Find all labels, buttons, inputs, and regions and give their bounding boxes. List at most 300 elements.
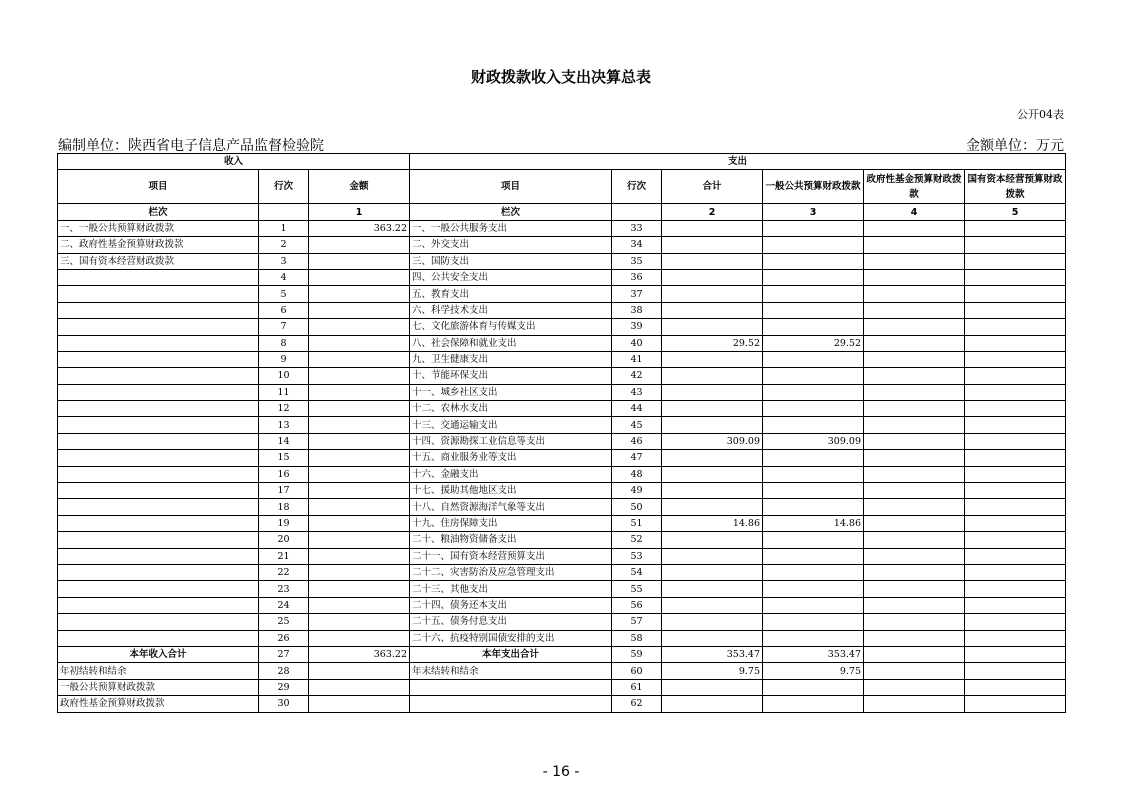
table-row	[58, 696, 1066, 712]
budget-summary-table	[57, 153, 1066, 713]
income-item-cell	[58, 532, 259, 548]
income-item-cell: 本年收入合计	[58, 646, 259, 662]
gov-fund-cell	[864, 335, 965, 351]
table-row	[58, 483, 1066, 499]
expense-item-cell: 四、公共安全支出	[410, 269, 612, 285]
income-amount-cell	[309, 417, 410, 433]
table-row	[58, 581, 1066, 597]
state-capital-cell	[965, 679, 1066, 695]
expense-total-cell	[662, 368, 763, 384]
expense-row-no-cell: 52	[612, 532, 662, 548]
income-group-header: 收入	[58, 154, 410, 170]
state-capital-cell	[965, 351, 1066, 367]
expense-item-cell: 二十四、债务还本支出	[410, 597, 612, 613]
income-item-cell	[58, 384, 259, 400]
table-row	[58, 548, 1066, 564]
general-budget-cell	[763, 679, 864, 695]
state-capital-cell	[965, 253, 1066, 269]
gov-fund-cell	[864, 597, 965, 613]
income-amount-cell	[309, 515, 410, 531]
table-row	[58, 614, 1066, 630]
gov-fund-cell	[864, 384, 965, 400]
gov-fund-cell	[864, 351, 965, 367]
income-row-no-cell: 4	[259, 269, 309, 285]
gov-fund-cell	[864, 220, 965, 236]
expense-group-header: 支出	[410, 154, 1066, 170]
expense-total-cell: 9.75	[662, 663, 763, 679]
general-budget-cell	[763, 696, 864, 712]
table-row	[58, 286, 1066, 302]
income-item-cell: 二、政府性基金预算财政拨款	[58, 237, 259, 253]
income-item-cell: 一、一般公共预算财政拨款	[58, 220, 259, 236]
expense-item-cell: 十五、商业服务业等支出	[410, 450, 612, 466]
income-amount-cell: 363.22	[309, 646, 410, 662]
income-row-no-cell: 17	[259, 483, 309, 499]
general-budget-cell	[763, 614, 864, 630]
expense-total-cell	[662, 630, 763, 646]
income-item-cell	[58, 286, 259, 302]
income-item-cell	[58, 417, 259, 433]
table-row	[58, 269, 1066, 285]
gov-fund-cell	[864, 679, 965, 695]
general-budget-cell: 309.09	[763, 433, 864, 449]
gov-fund-cell	[864, 696, 965, 712]
income-item-cell	[58, 564, 259, 580]
gov-fund-cell	[864, 564, 965, 580]
state-capital-cell	[965, 597, 1066, 613]
gov-fund-header: 政府性基金预算财政拨款	[864, 170, 965, 204]
expense-item-cell: 十九、住房保障支出	[410, 515, 612, 531]
gov-fund-cell	[864, 499, 965, 515]
income-row-no-cell: 8	[259, 335, 309, 351]
empty-cell	[612, 204, 662, 220]
general-budget-cell	[763, 417, 864, 433]
income-row-no-cell: 23	[259, 581, 309, 597]
table-row	[58, 679, 1066, 695]
table-row	[58, 515, 1066, 531]
income-row-no-cell: 9	[259, 351, 309, 367]
expense-total-cell	[662, 581, 763, 597]
expense-total-cell	[662, 319, 763, 335]
income-row-no-header: 行次	[259, 170, 309, 204]
table-row	[58, 417, 1066, 433]
table-row	[58, 630, 1066, 646]
column-label-expense: 栏次	[410, 204, 612, 220]
expense-row-no-cell: 39	[612, 319, 662, 335]
income-amount-cell	[309, 548, 410, 564]
gov-fund-cell	[864, 548, 965, 564]
gov-fund-cell	[864, 319, 965, 335]
income-amount-cell: 363.22	[309, 220, 410, 236]
table-row	[58, 532, 1066, 548]
income-amount-cell	[309, 499, 410, 515]
reporting-unit: 编制单位：陕西省电子信息产品监督检验院	[58, 138, 324, 154]
expense-row-no-cell: 45	[612, 417, 662, 433]
general-budget-cell	[763, 220, 864, 236]
gov-fund-cell	[864, 515, 965, 531]
expense-row-no-cell: 46	[612, 433, 662, 449]
income-row-no-cell: 5	[259, 286, 309, 302]
income-amount-cell	[309, 401, 410, 417]
income-row-no-cell: 26	[259, 630, 309, 646]
income-row-no-cell: 25	[259, 614, 309, 630]
expense-row-no-cell: 59	[612, 646, 662, 662]
income-item-cell	[58, 614, 259, 630]
state-capital-cell	[965, 384, 1066, 400]
income-row-no-cell: 1	[259, 220, 309, 236]
gov-fund-cell	[864, 646, 965, 662]
expense-item-cell: 年末结转和结余	[410, 663, 612, 679]
income-amount-cell	[309, 630, 410, 646]
general-budget-cell	[763, 548, 864, 564]
expense-item-cell	[410, 679, 612, 695]
income-item-cell	[58, 269, 259, 285]
table-row	[58, 335, 1066, 351]
expense-row-no-cell: 37	[612, 286, 662, 302]
state-capital-cell	[965, 696, 1066, 712]
expense-item-cell: 十二、农林水支出	[410, 401, 612, 417]
expense-row-no-cell: 62	[612, 696, 662, 712]
state-capital-header: 国有资本经营预算财政拨款	[965, 170, 1066, 204]
expense-item-cell: 十四、资源勘探工业信息等支出	[410, 433, 612, 449]
expense-item-cell: 本年支出合计	[410, 646, 612, 662]
income-row-no-cell: 18	[259, 499, 309, 515]
gov-fund-cell	[864, 614, 965, 630]
income-amount-cell	[309, 597, 410, 613]
expense-row-no-cell: 38	[612, 302, 662, 318]
income-amount-cell	[309, 663, 410, 679]
expense-total-cell: 309.09	[662, 433, 763, 449]
state-capital-cell	[965, 663, 1066, 679]
income-row-no-cell: 15	[259, 450, 309, 466]
income-item-cell	[58, 433, 259, 449]
table-row	[58, 351, 1066, 367]
expense-item-cell: 五、教育支出	[410, 286, 612, 302]
general-budget-cell	[763, 269, 864, 285]
income-row-no-cell: 13	[259, 417, 309, 433]
expense-row-no-cell: 61	[612, 679, 662, 695]
income-item-cell	[58, 483, 259, 499]
income-row-no-cell: 3	[259, 253, 309, 269]
income-amount-cell	[309, 564, 410, 580]
income-amount-cell	[309, 679, 410, 695]
expense-row-no-cell: 57	[612, 614, 662, 630]
state-capital-cell	[965, 466, 1066, 482]
state-capital-cell	[965, 302, 1066, 318]
expense-total-cell: 29.52	[662, 335, 763, 351]
general-budget-cell	[763, 237, 864, 253]
general-budget-cell: 29.52	[763, 335, 864, 351]
gov-fund-cell	[864, 483, 965, 499]
income-row-no-cell: 6	[259, 302, 309, 318]
income-amount-cell	[309, 450, 410, 466]
gov-fund-cell	[864, 663, 965, 679]
expense-total-cell	[662, 483, 763, 499]
income-amount-cell	[309, 532, 410, 548]
general-budget-cell	[763, 483, 864, 499]
expense-total-cell: 353.47	[662, 646, 763, 662]
expense-total-cell	[662, 597, 763, 613]
income-amount-cell	[309, 319, 410, 335]
expense-row-no-cell: 36	[612, 269, 662, 285]
state-capital-cell	[965, 450, 1066, 466]
state-capital-cell	[965, 220, 1066, 236]
expense-item-cell: 二十二、灾害防治及应急管理支出	[410, 564, 612, 580]
expense-item-cell: 十八、自然资源海洋气象等支出	[410, 499, 612, 515]
table-row	[58, 433, 1066, 449]
gov-fund-cell	[864, 237, 965, 253]
expense-item-cell: 一、一般公共服务支出	[410, 220, 612, 236]
general-budget-cell	[763, 401, 864, 417]
expense-row-no-cell: 34	[612, 237, 662, 253]
gov-fund-cell	[864, 450, 965, 466]
expense-item-header: 项目	[410, 170, 612, 204]
expense-total-cell	[662, 302, 763, 318]
expense-total-cell	[662, 351, 763, 367]
income-row-no-cell: 19	[259, 515, 309, 531]
income-row-no-cell: 30	[259, 696, 309, 712]
expense-row-no-cell: 43	[612, 384, 662, 400]
income-item-cell	[58, 368, 259, 384]
state-capital-cell	[965, 515, 1066, 531]
expense-row-no-cell: 54	[612, 564, 662, 580]
expense-total-cell: 14.86	[662, 515, 763, 531]
header-row-groups	[58, 154, 1066, 170]
expense-item-cell	[410, 696, 612, 712]
expense-total-cell	[662, 532, 763, 548]
expense-total-header: 合计	[662, 170, 763, 204]
expense-row-no-cell: 35	[612, 253, 662, 269]
general-budget-cell	[763, 466, 864, 482]
gov-fund-cell	[864, 253, 965, 269]
general-budget-cell	[763, 564, 864, 580]
income-item-cell	[58, 302, 259, 318]
income-item-cell	[58, 581, 259, 597]
state-capital-cell	[965, 532, 1066, 548]
state-capital-cell	[965, 499, 1066, 515]
amount-unit: 金额单位：万元	[966, 138, 1064, 154]
expense-row-no-cell: 60	[612, 663, 662, 679]
income-item-cell	[58, 515, 259, 531]
general-budget-cell	[763, 532, 864, 548]
expense-row-no-cell: 51	[612, 515, 662, 531]
column-number-5: 5	[965, 204, 1066, 220]
table-row	[58, 466, 1066, 482]
income-item-cell	[58, 466, 259, 482]
expense-total-cell	[662, 401, 763, 417]
general-budget-cell	[763, 351, 864, 367]
income-row-no-cell: 16	[259, 466, 309, 482]
income-amount-cell	[309, 581, 410, 597]
table-row	[58, 450, 1066, 466]
state-capital-cell	[965, 237, 1066, 253]
expense-total-cell	[662, 253, 763, 269]
income-amount-cell	[309, 384, 410, 400]
income-item-cell	[58, 499, 259, 515]
column-number-4: 4	[864, 204, 965, 220]
state-capital-cell	[965, 564, 1066, 580]
expense-row-no-cell: 40	[612, 335, 662, 351]
table-row	[58, 319, 1066, 335]
income-item-cell: 年初结转和结余	[58, 663, 259, 679]
expense-row-no-header: 行次	[612, 170, 662, 204]
gov-fund-cell	[864, 368, 965, 384]
state-capital-cell	[965, 335, 1066, 351]
expense-item-cell: 六、科学技术支出	[410, 302, 612, 318]
expense-total-cell	[662, 286, 763, 302]
column-label-income: 栏次	[58, 204, 259, 220]
income-row-no-cell: 7	[259, 319, 309, 335]
gov-fund-cell	[864, 302, 965, 318]
total-row	[58, 646, 1066, 662]
income-amount-cell	[309, 253, 410, 269]
expense-item-cell: 二十、粮油物资储备支出	[410, 532, 612, 548]
income-amount-cell	[309, 466, 410, 482]
income-item-cell	[58, 335, 259, 351]
expense-item-cell: 十三、交通运输支出	[410, 417, 612, 433]
gov-fund-cell	[864, 286, 965, 302]
income-row-no-cell: 22	[259, 564, 309, 580]
expense-row-no-cell: 47	[612, 450, 662, 466]
income-amount-cell	[309, 433, 410, 449]
income-item-cell	[58, 319, 259, 335]
state-capital-cell	[965, 483, 1066, 499]
table-row	[58, 253, 1066, 269]
general-budget-cell: 353.47	[763, 646, 864, 662]
expense-item-cell: 十一、城乡社区支出	[410, 384, 612, 400]
page-number: - 16 -	[542, 764, 580, 780]
expense-total-cell	[662, 679, 763, 695]
income-item-header: 项目	[58, 170, 259, 204]
expense-item-cell: 二十六、抗疫特别国债安排的支出	[410, 630, 612, 646]
table-row	[58, 564, 1066, 580]
general-budget-header: 一般公共预算财政拨款	[763, 170, 864, 204]
income-amount-cell	[309, 269, 410, 285]
gov-fund-cell	[864, 466, 965, 482]
expense-item-cell: 二、外交支出	[410, 237, 612, 253]
expense-total-cell	[662, 417, 763, 433]
income-item-cell	[58, 401, 259, 417]
general-budget-cell	[763, 286, 864, 302]
expense-total-cell	[662, 269, 763, 285]
income-amount-cell	[309, 483, 410, 499]
expense-item-cell: 十、节能环保支出	[410, 368, 612, 384]
income-amount-cell	[309, 351, 410, 367]
general-budget-cell	[763, 597, 864, 613]
state-capital-cell	[965, 286, 1066, 302]
column-number-3: 3	[763, 204, 864, 220]
gov-fund-cell	[864, 581, 965, 597]
state-capital-cell	[965, 581, 1066, 597]
income-row-no-cell: 20	[259, 532, 309, 548]
gov-fund-cell	[864, 417, 965, 433]
expense-total-cell	[662, 384, 763, 400]
expense-row-no-cell: 33	[612, 220, 662, 236]
gov-fund-cell	[864, 532, 965, 548]
income-item-cell	[58, 450, 259, 466]
gov-fund-cell	[864, 630, 965, 646]
income-row-no-cell: 27	[259, 646, 309, 662]
expense-row-no-cell: 41	[612, 351, 662, 367]
state-capital-cell	[965, 548, 1066, 564]
expense-item-cell: 九、卫生健康支出	[410, 351, 612, 367]
expense-row-no-cell: 50	[612, 499, 662, 515]
expense-item-cell: 七、文化旅游体育与传媒支出	[410, 319, 612, 335]
expense-total-cell	[662, 564, 763, 580]
gov-fund-cell	[864, 401, 965, 417]
state-capital-cell	[965, 401, 1066, 417]
expense-item-cell: 二十五、债务付息支出	[410, 614, 612, 630]
income-row-no-cell: 14	[259, 433, 309, 449]
table-row	[58, 401, 1066, 417]
table-row	[58, 302, 1066, 318]
expense-row-no-cell: 58	[612, 630, 662, 646]
expense-total-cell	[662, 220, 763, 236]
income-item-cell	[58, 597, 259, 613]
expense-row-no-cell: 49	[612, 483, 662, 499]
empty-cell	[259, 204, 309, 220]
expense-item-cell: 二十三、其他支出	[410, 581, 612, 597]
column-number-1: 1	[309, 204, 410, 220]
expense-total-cell	[662, 548, 763, 564]
gov-fund-cell	[864, 433, 965, 449]
income-item-cell: 一般公共预算财政拨款	[58, 679, 259, 695]
state-capital-cell	[965, 646, 1066, 662]
expense-total-cell	[662, 696, 763, 712]
income-row-no-cell: 2	[259, 237, 309, 253]
general-budget-cell	[763, 630, 864, 646]
income-item-cell: 三、国有资本经营财政拨款	[58, 253, 259, 269]
income-row-no-cell: 10	[259, 368, 309, 384]
expense-row-no-cell: 44	[612, 401, 662, 417]
table-row	[58, 220, 1066, 236]
income-amount-cell	[309, 302, 410, 318]
table-row	[58, 597, 1066, 613]
general-budget-cell	[763, 450, 864, 466]
expense-total-cell	[662, 237, 763, 253]
table-row	[58, 663, 1066, 679]
expense-row-no-cell: 56	[612, 597, 662, 613]
expense-row-no-cell: 53	[612, 548, 662, 564]
income-amount-cell	[309, 368, 410, 384]
state-capital-cell	[965, 630, 1066, 646]
expense-item-cell: 八、社会保障和就业支出	[410, 335, 612, 351]
table-row	[58, 237, 1066, 253]
state-capital-cell	[965, 614, 1066, 630]
income-item-cell: 政府性基金预算财政拨款	[58, 696, 259, 712]
income-amount-cell	[309, 335, 410, 351]
expense-row-no-cell: 48	[612, 466, 662, 482]
form-code: 公开04表	[1017, 108, 1064, 121]
expense-total-cell	[662, 450, 763, 466]
state-capital-cell	[965, 417, 1066, 433]
income-row-no-cell: 24	[259, 597, 309, 613]
state-capital-cell	[965, 368, 1066, 384]
general-budget-cell	[763, 319, 864, 335]
general-budget-cell: 9.75	[763, 663, 864, 679]
expense-row-no-cell: 42	[612, 368, 662, 384]
gov-fund-cell	[864, 269, 965, 285]
column-number-2: 2	[662, 204, 763, 220]
general-budget-cell	[763, 368, 864, 384]
income-amount-cell	[309, 614, 410, 630]
table-row	[58, 499, 1066, 515]
table-row	[58, 384, 1066, 400]
income-amount-header: 金额	[309, 170, 410, 204]
income-item-cell	[58, 351, 259, 367]
state-capital-cell	[965, 269, 1066, 285]
general-budget-cell	[763, 253, 864, 269]
